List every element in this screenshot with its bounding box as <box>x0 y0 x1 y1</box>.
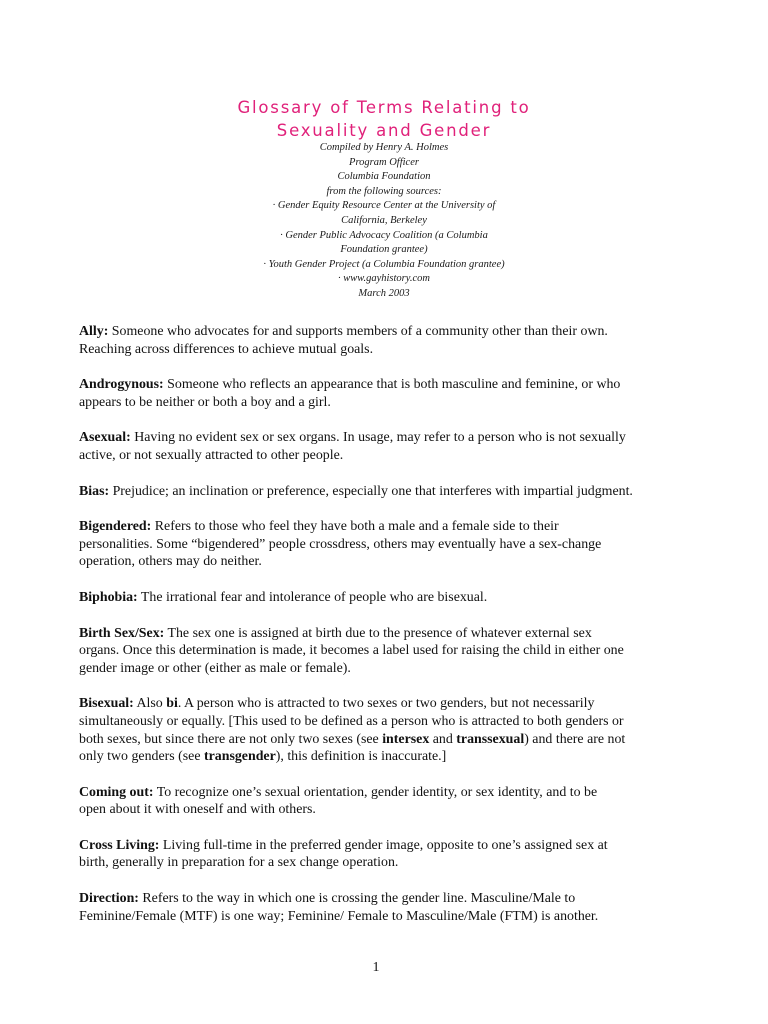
glossary-entry-cross-living <box>79 837 699 872</box>
glossary-entry-androgynous <box>79 376 699 411</box>
entry-text: Someone who advocates for and supports members of a community other than their own. <box>108 324 608 339</box>
entry-text: ), this definition is inaccurate.] <box>275 749 447 765</box>
entry-term: Bias: <box>79 483 110 499</box>
entry-text: personalities. Some “bigendered” people crossdress, others may eventually have a sex-change <box>79 536 602 552</box>
entry-text: open about it with oneself and with others. <box>79 802 316 818</box>
entry-text: appears to be neither or both a boy and a girl. <box>79 394 331 410</box>
entry-term: Biphobia: <box>79 589 138 605</box>
glossary-entry-biphobia <box>79 589 699 607</box>
entry-text: active, or not sexually attracted to other people. <box>79 447 344 463</box>
credit-line: · Youth Gender Project (a Columbia Foundation grantee) <box>263 258 505 270</box>
entry-text: only two genders (see <box>79 749 204 765</box>
entry-text: Someone who reflects an appearance that is both masculine and feminine, or who <box>163 377 621 393</box>
entry-text: The irrational fear and intolerance of people who are bisexual. <box>137 589 488 605</box>
title-line-1: Glossary of Terms Relating to <box>237 98 531 117</box>
entry-text: and <box>429 731 457 747</box>
credit-line: March 2003 <box>358 287 410 299</box>
glossary-entries <box>79 323 699 943</box>
glossary-entry-birth-sex <box>79 625 699 678</box>
glossary-entry-coming-out <box>79 784 699 819</box>
entry-cross-reference: bi <box>166 696 178 712</box>
page-number: 1 <box>372 960 380 975</box>
credit-line: · Gender Public Advocacy Coalition (a Columbia <box>280 229 488 241</box>
entry-text: Refers to those who feel they have both a male and a female side to their <box>151 519 559 535</box>
credits-block <box>0 141 768 302</box>
entry-cross-reference: intersex <box>382 731 430 747</box>
entry-text: Living full-time in the preferred gender image, opposite to one’s assigned sex at <box>159 837 608 853</box>
entry-text: . A person who is attracted to two sexes or two genders, but not necessarily <box>177 696 595 712</box>
entry-text: Prejudice; an inclination or preference, especially one that interferes with impartial judgment. <box>109 483 633 499</box>
entry-term: Coming out: <box>79 784 154 800</box>
entry-text: birth, generally in preparation for a sex change operation. <box>79 855 399 871</box>
entry-cross-reference: transsexual <box>456 731 525 747</box>
glossary-entry-ally <box>79 323 699 358</box>
entry-text: simultaneously or equally. [This used to be defined as a person who is attracted to both genders or <box>79 713 624 729</box>
credit-line: · Gender Equity Resource Center at the University of <box>272 200 496 212</box>
glossary-entry-asexual <box>79 429 699 464</box>
entry-text: ) and there are not <box>524 731 626 747</box>
entry-term: Direction: <box>79 891 139 907</box>
document-title <box>0 96 768 142</box>
entry-text: operation, others may do neither. <box>79 554 262 570</box>
entry-text: Also <box>133 696 167 712</box>
entry-text: both sexes, but since there are not only two sexes (see <box>79 731 383 747</box>
credit-line: Columbia Foundation <box>337 171 431 183</box>
credit-line: · www.gayhistory.com <box>338 273 430 285</box>
credit-line: California, Berkeley <box>341 214 427 226</box>
credit-line: Foundation grantee) <box>340 244 428 256</box>
glossary-entry-bisexual <box>79 695 699 765</box>
entry-cross-reference: transgender <box>203 749 276 765</box>
entry-text: The sex one is assigned at birth due to the presence of whatever external sex <box>164 625 592 641</box>
glossary-entry-bias <box>79 483 699 501</box>
glossary-entry-direction <box>79 890 699 925</box>
title-line-2: Sexuality and Gender <box>276 121 492 140</box>
entry-text: organs. Once this determination is made, it becomes a label used for raising the child in either one <box>79 643 624 659</box>
credit-line: from the following sources: <box>326 185 442 197</box>
glossary-entry-bigendered <box>79 518 699 571</box>
entry-term: Androgynous: <box>79 377 164 393</box>
entry-text: To recognize one’s sexual orientation, gender identity, or sex identity, and to be <box>153 784 598 800</box>
entry-text: Reaching across differences to achieve mutual goals. <box>79 341 374 357</box>
entry-text: Refers to the way in which one is crossing the gender line. Masculine/Male to <box>138 891 576 907</box>
credit-line: Compiled by Henry A. Holmes <box>319 142 449 153</box>
entry-term: Bisexual: <box>79 696 134 712</box>
entry-term: Bigendered: <box>79 519 152 535</box>
entry-term: Cross Living: <box>79 837 160 853</box>
entry-term: Birth Sex/Sex: <box>79 625 165 641</box>
credit-line: Program Officer <box>349 156 419 168</box>
entry-term: Asexual: <box>79 430 131 446</box>
entry-term: Ally: <box>79 324 109 339</box>
entry-text: Feminine/Female (MTF) is one way; Feminine/ Female to Masculine/Male (FTM) is another. <box>79 908 599 924</box>
entry-text: gender image or other (either as male or female). <box>79 660 351 676</box>
entry-text: Having no evident sex or sex organs. In usage, may refer to a person who is not sexually <box>130 430 626 446</box>
